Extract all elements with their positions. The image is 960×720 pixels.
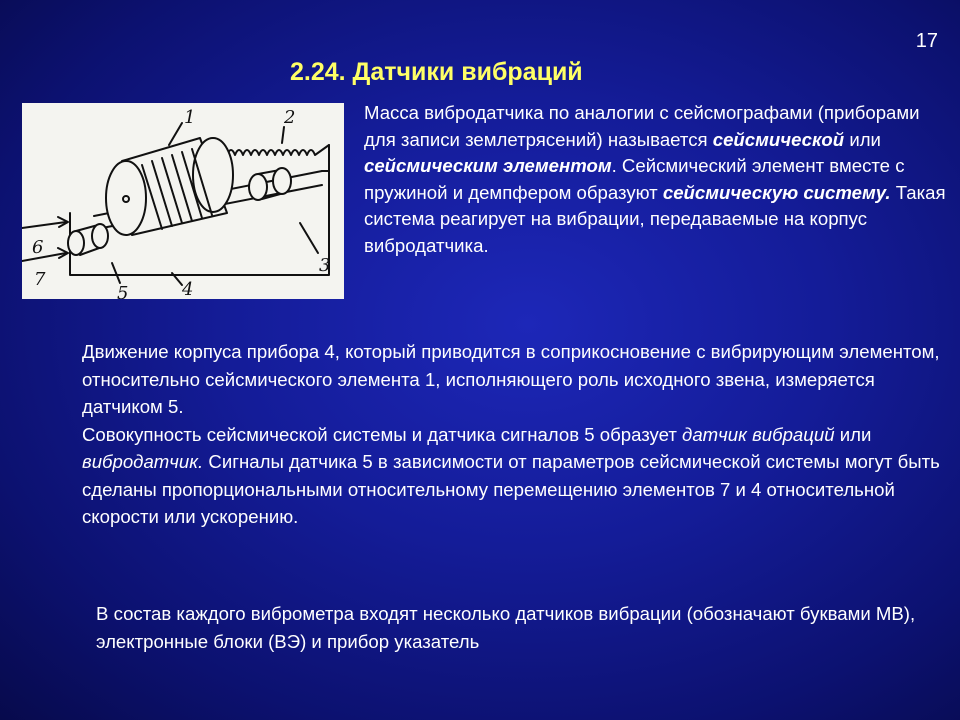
label-4: 4 [182, 279, 194, 299]
intro-paragraph [364, 100, 949, 259]
sensor-face [68, 231, 84, 255]
intro-text-2: или [849, 128, 881, 150]
label-1: 1 [184, 107, 196, 128]
sensor-drawing [22, 103, 344, 299]
slide-title: 2.24. Датчики вибраций [290, 58, 583, 86]
term-seismic-system: сейсмическую систему. [662, 181, 891, 203]
closing-text: В состав каждого виброметра входят несколько датчиков вибрации (обозначают буквами МВ), электронные блоки (ВЭ) и прибор указатель [96, 603, 916, 652]
housing-line [70, 213, 322, 275]
label-6: 6 [32, 237, 44, 258]
damper-face [249, 174, 267, 200]
term-seismic-element: сейсмическим элементом [364, 155, 612, 176]
spring-coil [227, 145, 329, 155]
closing-paragraph [46, 600, 946, 655]
label-7: 7 [34, 269, 46, 290]
slide-number: 17 [915, 30, 938, 52]
body-text-2e: Сигналы датчика 5 в зависимости от параметров сейсмической системы могут быть сделаны пропорциональными относительному перемещению элементов 7 и 4 относительной скорости или ускорению. [82, 451, 940, 527]
body-text-2a: Совокупность сейсмической системы и датчика сигналов 5 образует [82, 423, 677, 445]
intro-text-1: Масса вибродатчика по аналогии с сейсмографами (приборами для записи землетрясений) называется [364, 102, 920, 150]
body-text-2c: или [839, 423, 872, 445]
body-paragraph-2 [32, 421, 952, 531]
term-vibration-sensor: датчик вибраций [682, 423, 835, 445]
label-2: 2 [284, 107, 296, 128]
mass-face [106, 161, 146, 235]
vibration-sensor-diagram [22, 103, 344, 299]
term-vibrosensor: вибродатчик. [82, 451, 204, 472]
label-5: 5 [117, 283, 129, 299]
body-paragraph-1: Движение корпуса прибора 4, который приводится в соприкосновение с вибрирующим элементом, относительно сейсмического элемента 1, исполняющего роль исходного звена, измеряется датчиком 5. [82, 341, 940, 417]
label-3: 3 [319, 255, 331, 276]
intro-text-4: Такая система реагирует на вибрации, передаваемые на корпус вибродатчика. [364, 181, 946, 256]
term-seismic: сейсмической [712, 128, 845, 150]
intro-text-3: . Сейсмический элемент вместе с пружиной и демпфером образуют [364, 155, 905, 203]
body-paragraphs [32, 338, 952, 531]
